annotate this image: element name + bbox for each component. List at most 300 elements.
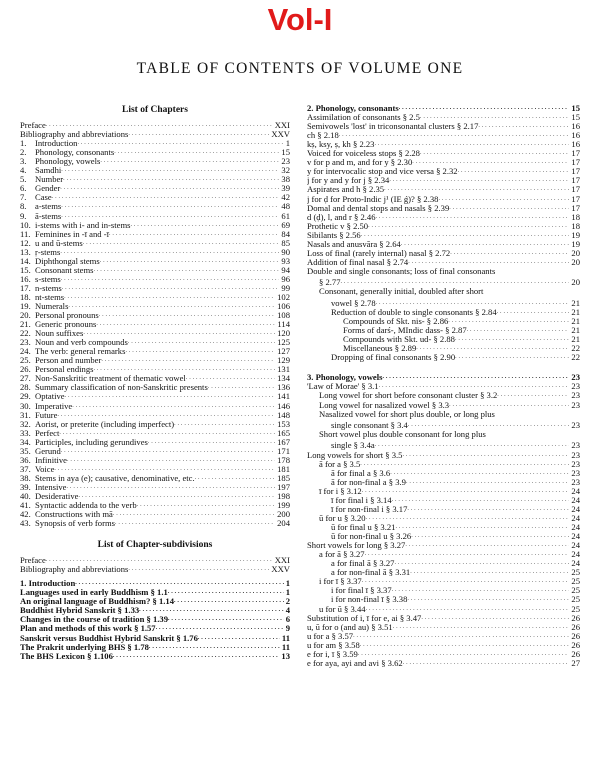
entry-number: 21. [20, 320, 31, 330]
dot-leader [128, 130, 269, 139]
dot-leader [46, 121, 273, 130]
front-matter-entry [20, 121, 290, 130]
subdivision-entry [307, 158, 580, 167]
chapter-entry [20, 320, 290, 329]
entry-label: Semivowels 'lost' in triconsonantal clusters § 2.17 [307, 122, 479, 132]
chapter-entry [20, 347, 290, 356]
entry-page: 96 [281, 274, 290, 284]
chapter-entry [20, 284, 290, 293]
chapter-entry [20, 438, 290, 447]
subdivision-entry [307, 122, 580, 131]
entry-label: ā for non-final a § 3.9 [331, 477, 406, 487]
entry-number: 33. [20, 428, 31, 438]
subdivision-entry [307, 514, 580, 523]
dot-leader [405, 541, 569, 550]
entry-page: 25 [571, 604, 580, 614]
dot-leader [478, 122, 569, 131]
dot-leader [94, 266, 280, 275]
entry-page: 11 [281, 633, 290, 643]
entry-page: 61 [281, 211, 290, 221]
dot-leader [156, 624, 284, 633]
subdivision-entry [307, 614, 580, 623]
chapter-entry [20, 420, 290, 429]
entry-label: Short vowels for long § 3.27 [307, 541, 406, 551]
entry-number: 19. [20, 301, 31, 311]
toc-title: TABLE OF CONTENTS OF VOLUME ONE [136, 60, 464, 77]
entry-label: Noun and verb compounds [35, 338, 128, 348]
dot-leader [450, 249, 569, 258]
entry-label: ā for a § 3.5 [319, 459, 361, 469]
entry-page: 9 [285, 624, 290, 634]
chapter-entry [20, 148, 290, 157]
entry-label: Synopsis of verb forms [35, 519, 115, 529]
entry-page: 48 [281, 202, 290, 212]
dot-leader [407, 595, 569, 604]
chapter-entry [20, 302, 290, 311]
entry-number: 15. [20, 265, 31, 275]
dot-leader [366, 604, 570, 613]
entry-label: Compounds with Skt. ud- § 2.88 [343, 335, 455, 345]
entry-page: 24 [571, 495, 580, 505]
entry-page: 114 [277, 320, 290, 330]
subdivision-entry [307, 632, 580, 641]
dot-leader [78, 492, 275, 501]
entry-label: Voice [35, 464, 55, 474]
dot-leader [61, 166, 279, 175]
entry-page: 23 [571, 400, 580, 410]
dot-leader [83, 329, 275, 338]
dot-leader [137, 501, 275, 510]
entry-label: Changes in the course of tradition § 1.39 [20, 615, 169, 625]
dot-leader [353, 632, 569, 641]
subdivision-entry [307, 204, 580, 213]
dot-leader [113, 652, 280, 661]
left-column [20, 104, 290, 661]
entry-page: 129 [277, 356, 290, 366]
entry-number: 42. [20, 510, 31, 520]
entry-label: i-stems with i- and in-stems [35, 220, 131, 230]
dot-leader [402, 451, 569, 460]
subdivision-entry [307, 149, 580, 158]
entry-label: The verb: general remarks [35, 347, 126, 357]
front-matter-entry [20, 565, 290, 574]
chapter-entry [20, 157, 290, 166]
entry-page: 23 [571, 468, 580, 478]
subdivision-entry [20, 652, 290, 661]
subdivision-entry [20, 615, 290, 624]
subdivision-entry [20, 643, 290, 652]
entry-label: Introduction [35, 139, 78, 149]
entry-number: 12. [20, 238, 31, 248]
entry-page: 6 [285, 615, 290, 625]
chapter-entry [20, 474, 290, 483]
dot-leader [360, 641, 570, 650]
subdivision-entry [307, 317, 580, 326]
entry-page: 24 [571, 523, 580, 533]
dot-leader [374, 140, 569, 149]
chapter-entry [20, 501, 290, 510]
dot-leader [115, 519, 275, 528]
entry-label: Stems in aya (e); causative, denominative, etc. [35, 473, 195, 483]
dot-leader [99, 311, 275, 320]
subdivision-entry [307, 487, 580, 496]
entry-page: 15 [281, 148, 290, 158]
nasalized-vowel-entry: Nasalized vowel for short plus double, or long plus single consonant § 3.4 . . . 23 [307, 410, 580, 431]
entry-page: 146 [277, 401, 290, 411]
entry-number: 6. [20, 184, 27, 194]
entry-number: 36. [20, 455, 31, 465]
entry-number: 43. [20, 519, 31, 529]
entry-page: 18 [571, 212, 580, 222]
entry-page: 167 [277, 437, 290, 447]
dot-leader [54, 465, 275, 474]
dot-leader [360, 460, 569, 469]
dot-leader [100, 157, 279, 166]
entry-page: 185 [277, 473, 290, 483]
subdivision-entry [307, 391, 580, 400]
entry-page: 181 [277, 464, 290, 474]
dot-leader [410, 568, 569, 577]
entry-page: 26 [571, 631, 580, 641]
entry-page: 20 [571, 248, 580, 258]
entry-number: 14. [20, 256, 31, 266]
chapter-entry [20, 447, 290, 456]
dot-leader [59, 429, 275, 438]
dot-leader [113, 510, 275, 519]
consonants-section-header: 2. Phonology, consonants . . . 15 [307, 104, 580, 113]
subdivision-entry [307, 176, 580, 185]
entry-page: 32 [281, 166, 290, 176]
chapter-list [20, 139, 290, 528]
dot-leader [77, 139, 283, 148]
subdivision-entry [307, 344, 580, 353]
entry-page: 1 [285, 588, 290, 598]
front-matter-list [20, 121, 290, 139]
entry-page: 16 [571, 122, 580, 132]
entry-page: 108 [277, 310, 290, 321]
dot-leader [83, 239, 280, 248]
chapter-entry [20, 139, 290, 148]
dot-leader [455, 335, 569, 344]
subdivision-entry [307, 240, 580, 249]
entry-number: 17. [20, 283, 31, 293]
chapter-entry [20, 211, 290, 220]
entry-page: XXV [271, 565, 290, 575]
chapter-entry [20, 401, 290, 410]
subdivision-entry [307, 231, 580, 240]
entry-number: 1. [20, 139, 27, 149]
entry-label: An original language of Buddhism? § 1.14 [20, 597, 175, 607]
entry-page: 24 [571, 532, 580, 542]
entry-label: j for y and y for j § 2.34 [307, 176, 390, 186]
dot-leader [420, 149, 569, 158]
entry-label: y for intervocalic stop and vice versa § 2.32 [307, 167, 458, 177]
entry-number: 13. [20, 247, 31, 257]
dot-leader [449, 204, 569, 213]
entry-label: Preface [20, 556, 46, 566]
entry-label: Reduction of double to single consonants § 2.84 [331, 308, 497, 318]
subdivision-entry [307, 659, 580, 668]
dot-leader [195, 474, 275, 483]
dot-leader [57, 411, 275, 420]
chapter-entry [20, 456, 290, 465]
entry-label: ī for final i § 3.14 [331, 495, 392, 505]
intro-header-page: 1 [285, 579, 290, 589]
entry-page: 21 [571, 326, 580, 336]
entry-label: e for i, ī § 3.59 [307, 649, 358, 659]
entry-page: 11 [281, 642, 290, 652]
entry-number: 11. [20, 229, 31, 239]
volume-label: Vol-I [267, 2, 333, 37]
dot-leader [438, 194, 569, 203]
entry-label: Participles, including gerundives [35, 437, 148, 447]
entry-label: Non-Sanskritic treatment of thematic vowel [35, 374, 186, 384]
dot-leader [60, 184, 279, 193]
entry-page: 23 [571, 450, 580, 460]
chapter-entry [20, 230, 290, 239]
entry-page: 16 [571, 140, 580, 150]
dot-leader [208, 383, 275, 392]
dot-leader [362, 487, 570, 496]
entry-page: 125 [277, 338, 290, 348]
entry-number: 37. [20, 464, 31, 474]
entry-page: 197 [277, 482, 290, 492]
dot-leader [72, 401, 275, 410]
entry-number: 40. [20, 491, 31, 501]
dot-leader [168, 615, 284, 624]
subdivision-entry [307, 249, 580, 258]
entry-page: 21 [571, 317, 580, 327]
subdivision-entry [307, 113, 580, 122]
dot-leader [406, 478, 569, 487]
entry-label: ī for non-final i § 3.17 [331, 504, 408, 515]
entry-page: 99 [281, 283, 290, 293]
chapter-entry [20, 193, 290, 202]
dot-leader [63, 175, 279, 184]
entry-number: 38. [20, 473, 31, 483]
subdivision-entry [20, 597, 290, 606]
entry-page: 21 [571, 335, 580, 345]
entry-label: i for ī § 3.37 [319, 577, 362, 587]
entry-label: Numerals [35, 301, 69, 311]
subdivision-entry [307, 604, 580, 613]
chapter-entry [20, 365, 290, 374]
chapter-entry [20, 338, 290, 347]
entry-page: 26 [571, 640, 580, 650]
dot-leader [125, 347, 275, 356]
chapters-header: List of Chapters [122, 105, 188, 115]
entry-page: 26 [571, 613, 580, 623]
entry-number: 25. [20, 356, 31, 366]
entry-label: Gender [35, 184, 61, 194]
entry-label: Preface [20, 121, 46, 131]
chapter-entry [20, 275, 290, 284]
entry-label: a-stems [35, 202, 62, 212]
subdivision-entry [307, 335, 580, 344]
entry-page: 17 [571, 149, 580, 159]
entry-number: 23. [20, 338, 31, 348]
entry-label: u, ū for o (and au) § 3.51 [307, 622, 393, 632]
entry-page: 26 [571, 649, 580, 659]
subdivision-entry [307, 550, 580, 559]
entry-label: Noun suffixes [35, 329, 84, 339]
entry-label: ū for non-final u § 3.26 [331, 532, 412, 542]
entry-page: 84 [281, 229, 290, 239]
entry-label: Feminines in -ī and -ī [35, 229, 109, 239]
dot-leader [390, 469, 569, 478]
entry-page: 25 [571, 586, 580, 596]
entry-label: d (ḍ), l, and r § 2.46 [307, 212, 376, 222]
dot-leader [67, 483, 276, 492]
entry-label: Consonant stems [35, 265, 94, 275]
subdivision-entry [307, 353, 580, 362]
entry-page: 17 [571, 185, 580, 195]
entry-label: Case [35, 193, 52, 203]
front-matter-entry [20, 130, 290, 139]
entry-page: 17 [571, 194, 580, 204]
entry-label: Compounds of Skt. nis- § 2.86 [343, 317, 449, 327]
dot-leader [65, 392, 276, 401]
entry-page: 141 [277, 392, 290, 402]
dot-leader [366, 514, 570, 523]
entry-page: 17 [571, 203, 580, 213]
entry-number: 35. [20, 446, 31, 456]
entry-label: Intensive [35, 482, 67, 492]
entry-page: 39 [281, 184, 290, 194]
dot-leader [64, 293, 275, 302]
dot-leader [376, 213, 570, 222]
dot-leader [421, 614, 569, 623]
chapter-entry [20, 356, 290, 365]
entry-label: Samdhi [35, 166, 62, 176]
entry-label: a for non-final ā § 3.31 [331, 568, 411, 578]
dot-leader [368, 222, 569, 231]
chapter-entry [20, 465, 290, 474]
chapter-entry [20, 483, 290, 492]
entry-label: a for final ā § 3.27 [331, 559, 395, 569]
entry-page: 42 [281, 193, 290, 203]
entry-label: j for ḍ for Proto-Indic j¹ (IE ǵ)? § 2.38 [307, 194, 439, 204]
entry-label: Optative [35, 392, 65, 402]
dot-leader [46, 556, 273, 565]
subdivision-entry [20, 588, 290, 597]
subdivision-entry [307, 469, 580, 478]
dot-leader [62, 284, 280, 293]
dot-leader [339, 131, 570, 140]
entry-label: Voiced for voiceless stops § 2.28 [307, 149, 420, 159]
entry-page: 23 [571, 391, 580, 401]
entry-label: Domal and dental stops and nasals § 2.39 [307, 203, 450, 213]
entry-number: 20. [20, 310, 31, 321]
subdivision-entry [307, 577, 580, 586]
entry-label: Perfect [35, 428, 60, 438]
entry-number: 34. [20, 437, 31, 447]
subdivision-entry [307, 641, 580, 650]
subdivision-entry [307, 478, 580, 487]
subdivision-entry [20, 624, 290, 633]
entry-label: ī for i § 3.12 [319, 486, 362, 496]
dot-leader [384, 185, 569, 194]
subdivision-entry [307, 451, 580, 460]
dot-leader [392, 586, 570, 595]
entry-label: Number [35, 175, 64, 185]
dot-leader [96, 320, 275, 329]
entry-number: 32. [20, 419, 31, 429]
dot-leader [114, 148, 279, 157]
entry-label: Languages used in early Buddhism § 1.1 [20, 588, 168, 598]
entry-page: 1 [285, 139, 290, 149]
chapter-entry [20, 266, 290, 275]
entry-page: 24 [571, 504, 580, 515]
chapter-entry [20, 519, 290, 528]
entry-page: 120 [277, 329, 290, 339]
subdivision-entry [307, 586, 580, 595]
entry-number: 7. [20, 193, 27, 203]
subdivision-entry [307, 194, 580, 203]
subdivision-entry [307, 131, 580, 140]
entry-number: 22. [20, 329, 31, 339]
entry-label: Bibliography and abbreviations [20, 130, 129, 140]
entry-page: 200 [277, 510, 290, 520]
intro-header-label: 1. Introduction [20, 579, 76, 589]
dot-leader [67, 456, 275, 465]
entry-page: 15 [571, 113, 580, 123]
entry-label: ā for final a § 3.6 [331, 468, 391, 478]
entry-page: 17 [571, 167, 580, 177]
entry-label: Aorist, or preterite (including imperfect) [35, 419, 175, 429]
entry-page: 24 [571, 514, 580, 524]
dot-leader [168, 588, 284, 597]
subdivision-entry [307, 541, 580, 550]
entry-label: Sanskrit versus Buddhist Hybrid Sanskrit § 1.76 [20, 633, 198, 643]
dot-leader [448, 317, 569, 326]
dot-leader [411, 532, 569, 541]
entry-label: The Prakrit underlying BHS § 1.78 [20, 642, 149, 652]
dot-leader [148, 438, 275, 447]
entry-page: XXV [271, 130, 290, 140]
dot-leader [392, 496, 570, 505]
chapter-entry [20, 510, 290, 519]
entry-page: 4 [285, 606, 290, 616]
entry-label: ū for final u § 3.21 [331, 523, 396, 533]
entry-page: 153 [277, 419, 290, 429]
entry-label: nt-stems [35, 292, 65, 302]
entry-number: 41. [20, 500, 31, 511]
subdivision-entry [307, 505, 580, 514]
intro-subdivision-list [20, 588, 290, 660]
subdivision-entry [307, 623, 580, 632]
entry-number: 10. [20, 220, 31, 230]
dot-leader [358, 650, 570, 659]
entry-number: 9. [20, 211, 27, 221]
entry-label: u for ū § 3.44 [319, 604, 366, 614]
dot-leader [61, 275, 280, 284]
entry-page: 69 [281, 220, 290, 230]
entry-label: Summary classification of non-Sanskritic presents [35, 383, 208, 393]
entry-number: 31. [20, 410, 31, 420]
entry-page: 24 [571, 559, 580, 569]
chapter-entry [20, 383, 290, 392]
dot-leader [361, 231, 570, 240]
subdivision-entry [20, 633, 290, 642]
subdivision-entry [307, 326, 580, 335]
entry-label: 'Law of Morae' § 3.1 [307, 382, 379, 392]
entry-page: 25 [571, 595, 580, 605]
reduction-subdivision-list [307, 308, 580, 362]
dot-leader [174, 597, 284, 606]
entry-page: 171 [277, 446, 290, 456]
subdivision-entry [307, 559, 580, 568]
